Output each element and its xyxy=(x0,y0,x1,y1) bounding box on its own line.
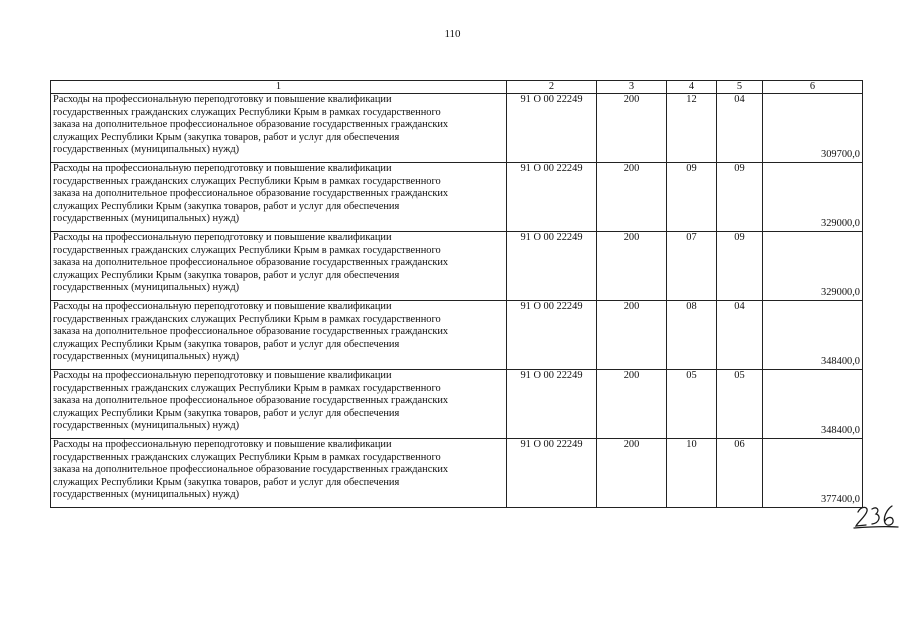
row-section: 05 xyxy=(667,370,717,439)
description-line: служащих Республики Крым (закупка товаров, работ и услуг для обеспечения xyxy=(53,269,400,281)
description-line: государственных (муниципальных) нужд) xyxy=(53,213,240,225)
description-line: Расходы на профессиональную переподготовку и повышение квалификации xyxy=(53,163,392,174)
table-row xyxy=(51,301,863,370)
row-section: 10 xyxy=(667,439,717,508)
table-row xyxy=(51,232,863,301)
description-line: Расходы на профессиональную переподготовку и повышение квалификации xyxy=(53,370,392,381)
row-amount: 329000,0 xyxy=(763,163,863,232)
row-section: 12 xyxy=(667,94,717,163)
handwritten-page-mark xyxy=(852,500,902,530)
row-section: 09 xyxy=(667,163,717,232)
row-description xyxy=(51,94,507,163)
row-subsection: 09 xyxy=(717,232,763,301)
description-line: служащих Республики Крым (закупка товаров, работ и услуг для обеспечения xyxy=(53,131,400,143)
row-vr: 200 xyxy=(597,370,667,439)
col-header-1: 1 xyxy=(51,81,507,94)
description-line: заказа на дополнительное профессиональное образование государственных гражданских xyxy=(53,326,449,338)
row-vr: 200 xyxy=(597,163,667,232)
row-amount: 309700,0 xyxy=(763,94,863,163)
table-row xyxy=(51,94,863,163)
description-line: государственных гражданских служащих Республики Крым в рамках государственного xyxy=(53,382,441,394)
description-line: служащих Республики Крым (закупка товаров, работ и услуг для обеспечения xyxy=(53,338,400,350)
col-header-5: 5 xyxy=(717,81,763,94)
row-description xyxy=(51,439,507,508)
table-row xyxy=(51,370,863,439)
table-row xyxy=(51,439,863,508)
row-vr: 200 xyxy=(597,94,667,163)
row-section: 07 xyxy=(667,232,717,301)
description-line: заказа на дополнительное профессиональное образование государственных гражданских xyxy=(53,395,449,407)
description-line: заказа на дополнительное профессиональное образование государственных гражданских xyxy=(53,464,449,476)
table-row xyxy=(51,163,863,232)
row-code: 91 О 00 22249 xyxy=(507,301,597,370)
header-row xyxy=(51,81,863,94)
description-line: государственных гражданских служащих Республики Крым в рамках государственного xyxy=(53,451,441,463)
description-line: служащих Республики Крым (закупка товаров, работ и услуг для обеспечения xyxy=(53,476,400,488)
description-line: Расходы на профессиональную переподготовку и повышение квалификации xyxy=(53,301,392,312)
row-subsection: 06 xyxy=(717,439,763,508)
description-line: государственных (муниципальных) нужд) xyxy=(53,351,240,363)
description-line: государственных гражданских служащих Республики Крым в рамках государственного xyxy=(53,175,441,187)
description-line: государственных (муниципальных) нужд) xyxy=(53,282,240,294)
description-line: государственных (муниципальных) нужд) xyxy=(53,420,240,432)
col-header-3: 3 xyxy=(597,81,667,94)
col-header-2: 2 xyxy=(507,81,597,94)
row-amount: 348400,0 xyxy=(763,301,863,370)
row-description xyxy=(51,301,507,370)
description-line: Расходы на профессиональную переподготовку и повышение квалификации xyxy=(53,94,392,105)
description-line: заказа на дополнительное профессиональное образование государственных гражданских xyxy=(53,257,449,269)
row-vr: 200 xyxy=(597,439,667,508)
description-line: государственных гражданских служащих Республики Крым в рамках государственного xyxy=(53,244,441,256)
row-vr: 200 xyxy=(597,301,667,370)
page-number: 110 xyxy=(444,28,461,40)
row-code: 91 О 00 22249 xyxy=(507,232,597,301)
row-code: 91 О 00 22249 xyxy=(507,94,597,163)
row-code: 91 О 00 22249 xyxy=(507,163,597,232)
row-amount: 348400,0 xyxy=(763,370,863,439)
description-line: служащих Республики Крым (закупка товаров, работ и услуг для обеспечения xyxy=(53,200,400,212)
description-line: государственных (муниципальных) нужд) xyxy=(53,489,240,501)
row-amount: 377400,0 xyxy=(763,439,863,508)
row-subsection: 04 xyxy=(717,94,763,163)
row-section: 08 xyxy=(667,301,717,370)
description-line: Расходы на профессиональную переподготовку и повышение квалификации xyxy=(53,439,392,450)
description-line: государственных гражданских служащих Республики Крым в рамках государственного xyxy=(53,313,441,325)
row-amount: 329000,0 xyxy=(763,232,863,301)
row-code: 91 О 00 22249 xyxy=(507,370,597,439)
description-line: государственных (муниципальных) нужд) xyxy=(53,144,240,156)
row-code: 91 О 00 22249 xyxy=(507,439,597,508)
row-description xyxy=(51,370,507,439)
description-line: государственных гражданских служащих Республики Крым в рамках государственного xyxy=(53,106,441,118)
row-subsection: 09 xyxy=(717,163,763,232)
row-subsection: 04 xyxy=(717,301,763,370)
description-line: заказа на дополнительное профессиональное образование государственных гражданских xyxy=(53,119,449,131)
description-line: Расходы на профессиональную переподготовку и повышение квалификации xyxy=(53,232,392,243)
row-description xyxy=(51,232,507,301)
col-header-6: 6 xyxy=(763,81,863,94)
budget-table xyxy=(50,80,863,508)
row-description xyxy=(51,163,507,232)
row-vr: 200 xyxy=(597,232,667,301)
col-header-4: 4 xyxy=(667,81,717,94)
row-subsection: 05 xyxy=(717,370,763,439)
description-line: служащих Республики Крым (закупка товаров, работ и услуг для обеспечения xyxy=(53,407,400,419)
description-line: заказа на дополнительное профессиональное образование государственных гражданских xyxy=(53,188,449,200)
table-body xyxy=(51,94,863,508)
